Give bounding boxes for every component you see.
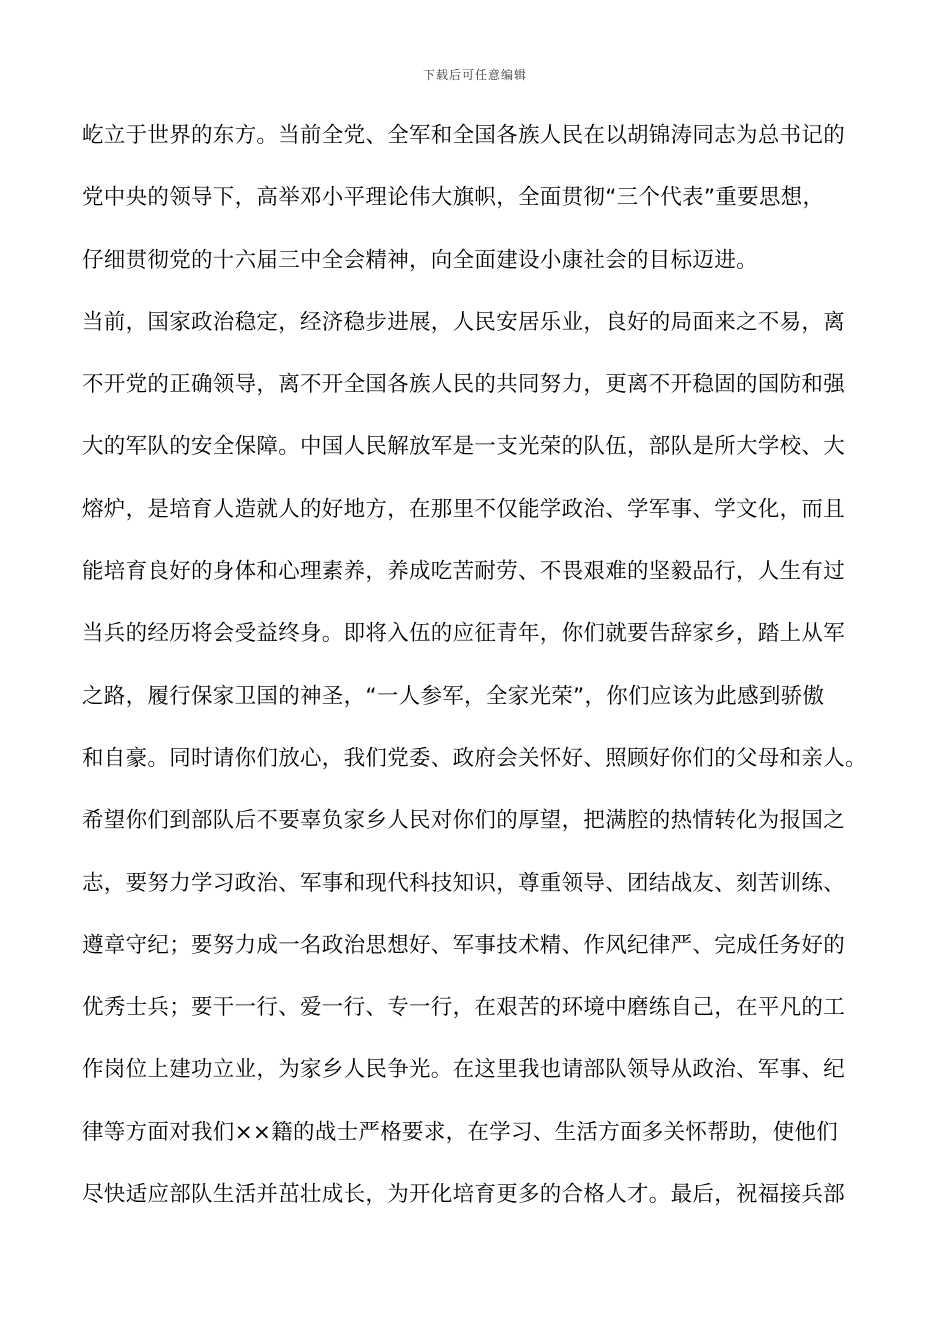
text-line: 之路，履行保家卫国的神圣，“一人参军，全家光荣”，你们应该为此感到骄傲 <box>82 683 825 709</box>
text-line: 党中央的领导下，高举邓小平理论伟大旗帜，全面贯彻“三个代表”重要思想， <box>82 185 825 211</box>
text-line: 志，要努力学习政治、军事和现代科技知识，尊重领导、团结战友、刻苦训练、 <box>82 870 846 896</box>
text-line: 律等方面对我们××籍的战士严格要求，在学习、生活方面多关怀帮助，使他们 <box>82 1119 839 1145</box>
text-line: 希望你们到部队后不要辜负家乡人民对你们的厚望，把满腔的热情转化为报国之 <box>82 808 846 834</box>
text-line: 熔炉，是培育人造就人的好地方，在那里不仅能学政治、学军事、学文化，而且 <box>82 496 846 522</box>
text-line: 屹立于世界的东方。当前全党、全军和全国各族人民在以胡锦涛同志为总书记的 <box>82 123 846 148</box>
document-body <box>82 116 882 1237</box>
text-line: 遵章守纪；要努力成一名政治思想好、军事技术精、作风纪律严、完成任务好的 <box>82 932 846 958</box>
text-line: 当前，国家政治稳定，经济稳步进展，人民安居乐业，良好的局面来之不易，离 <box>82 309 846 335</box>
text-line: 大的军队的安全保障。中国人民解放军是一支光荣的队伍，部队是所大学校、大 <box>82 434 846 460</box>
text-line: 不开党的正确领导，离不开全国各族人民的共同努力，更离不开稳固的国防和强 <box>82 372 846 398</box>
text-line: 优秀士兵；要干一行、爱一行、专一行，在艰苦的环境中磨练自己，在平凡的工 <box>82 995 846 1021</box>
text-line: 作岗位上建功立业，为家乡人民争光。在这里我也请部队领导从政治、军事、纪 <box>82 1057 846 1083</box>
text-line: 能培育良好的身体和心理素养，养成吃苦耐劳、不畏艰难的坚毅品行，人生有过 <box>82 559 846 585</box>
text-line: 尽快适应部队生活并茁壮成长，为开化培育更多的合格人才。最后，祝福接兵部 <box>82 1182 846 1208</box>
text-line: 仔细贯彻党的十六届三中全会精神，向全面建设小康社会的目标迈进。 <box>82 247 758 273</box>
text-line: 和自豪。同时请你们放心，我们党委、政府会关怀好、照顾好你们的父母和亲人。 <box>82 745 867 771</box>
page-header: 下载后可任意编辑 <box>422 68 527 82</box>
text-line: 当兵的经历将会受益终身。即将入伍的应征青年，你们就要告辞家乡，踏上从军 <box>82 621 846 647</box>
